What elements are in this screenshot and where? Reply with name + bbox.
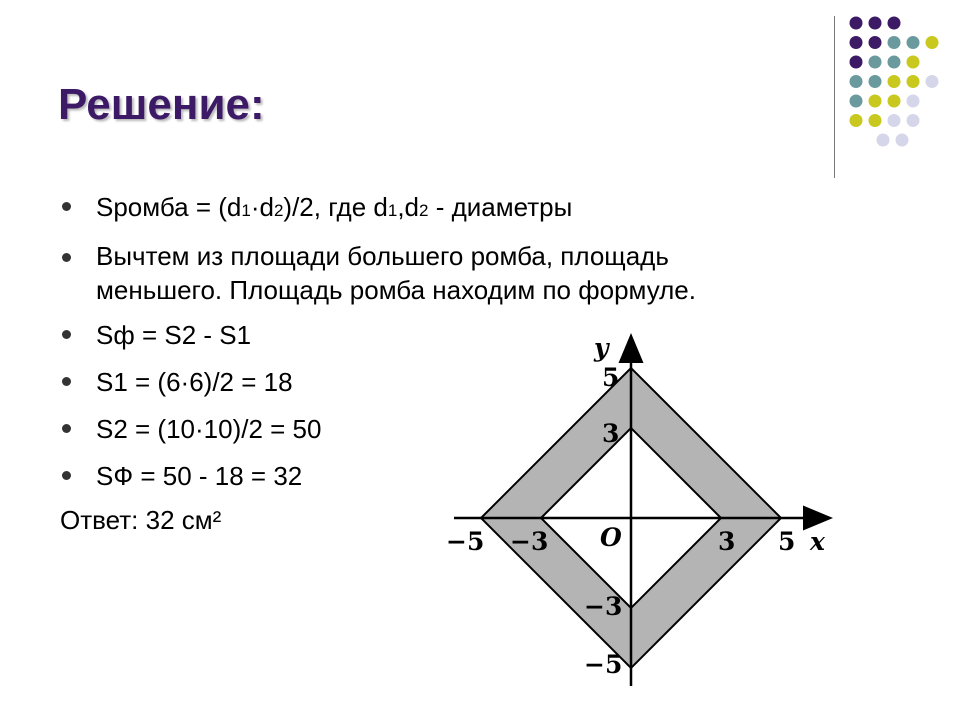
decor-dot <box>850 17 863 30</box>
bullet-dot <box>62 202 71 211</box>
decor-dot <box>850 56 863 69</box>
x-tick-label: −5 <box>446 527 485 556</box>
decor-dot <box>888 56 901 69</box>
bullet-area-difference: Sф = S2 - S1 <box>58 316 858 354</box>
decor-dot <box>896 134 909 147</box>
y-tick-label: −3 <box>584 592 623 621</box>
decor-dot <box>888 17 901 30</box>
bullet-s2: S2 = (10·10)/2 = 50 <box>58 410 858 448</box>
decor-dot <box>907 95 920 108</box>
decor-dot <box>850 114 863 127</box>
y-axis-label: y <box>594 333 609 362</box>
bullet-dot <box>62 424 71 433</box>
decor-dot <box>907 75 920 88</box>
bullet-result: SФ = 50 - 18 = 32 <box>58 457 858 495</box>
decor-dot <box>850 75 863 88</box>
divider-line <box>834 16 835 178</box>
answer-text: Ответ: 32 см² <box>60 505 222 535</box>
decor-dot <box>850 36 863 49</box>
y-tick-label: 5 <box>602 363 620 392</box>
bullet-dot <box>62 330 71 339</box>
decor-dot <box>888 95 901 108</box>
x-tick-label: 5 <box>778 527 796 556</box>
x-tick-label: −3 <box>510 527 549 556</box>
rhombus-graph <box>440 328 840 690</box>
origin-label: O <box>600 523 622 552</box>
bullet-dot <box>62 471 71 480</box>
decor-dot <box>869 95 882 108</box>
bullet-explanation <box>58 239 858 307</box>
bullet-s1: S1 = (6·6)/2 = 18 <box>58 363 858 401</box>
explanation-line-2: меньшего. Площадь ромба находим по формуле. <box>96 275 696 305</box>
y-tick-label: −5 <box>584 650 623 679</box>
decor-dot <box>907 114 920 127</box>
decor-dot <box>888 114 901 127</box>
x-tick-label: 3 <box>718 527 736 556</box>
decorative-dot-grid <box>842 14 942 164</box>
bullet-formula: Sромба = (d1·d2)/2, где d1,d2 - диаметры <box>58 188 858 230</box>
decor-dot <box>869 114 882 127</box>
decor-dot <box>869 36 882 49</box>
decor-dot <box>850 95 863 108</box>
decor-dot <box>877 134 890 147</box>
decor-dot <box>869 75 882 88</box>
decor-dot <box>869 56 882 69</box>
y-tick-label: 3 <box>602 419 620 448</box>
bullet-dot <box>62 253 71 262</box>
decor-dot <box>869 17 882 30</box>
slide-title: Решение: <box>58 80 265 129</box>
bullet-dot <box>62 377 71 386</box>
x-axis-label: x <box>810 527 825 556</box>
decor-dot <box>907 36 920 49</box>
decor-dot <box>907 56 920 69</box>
decor-dot <box>926 36 939 49</box>
decor-dot <box>926 75 939 88</box>
decor-dot <box>888 36 901 49</box>
decor-dot <box>888 75 901 88</box>
explanation-line-1: Вычтем из площади большего ромба, площадь <box>96 241 669 271</box>
